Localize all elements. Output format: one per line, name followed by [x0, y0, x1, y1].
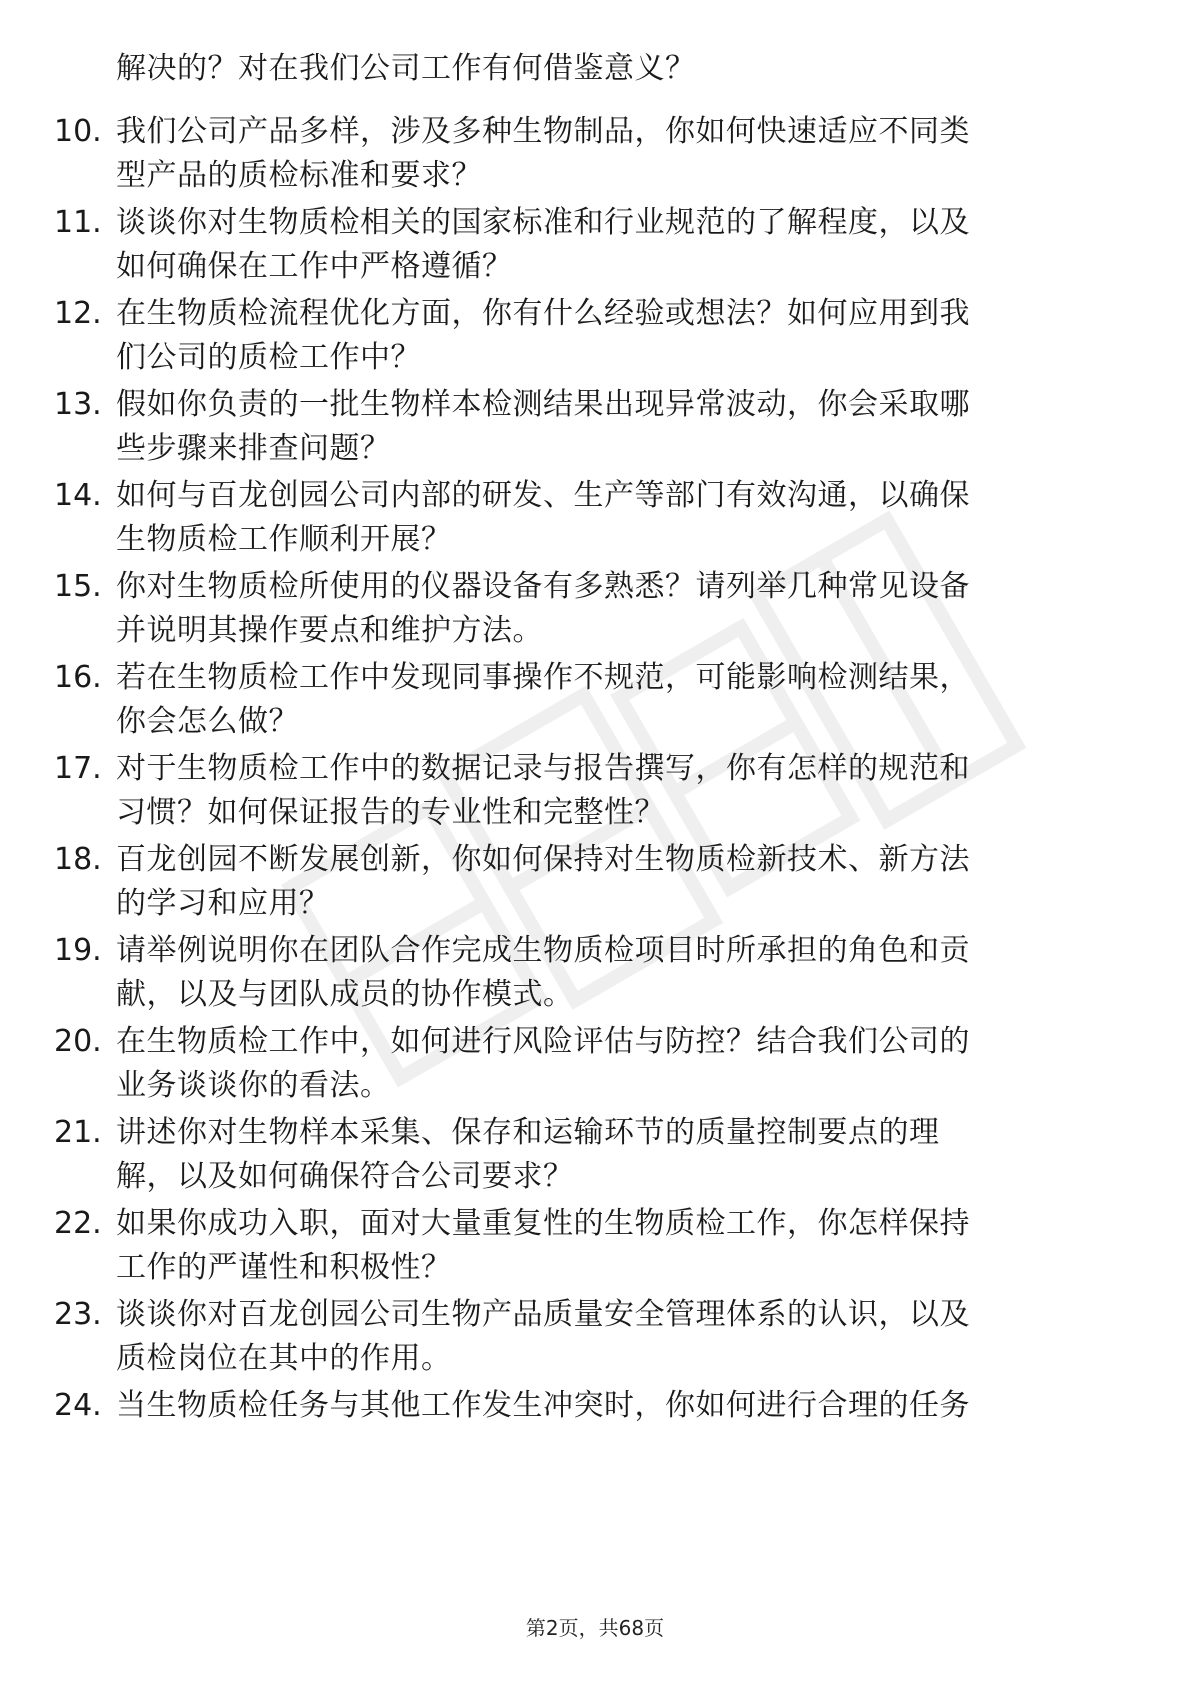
question-text-line: 解，以及如何确保符合公司要求？	[116, 1159, 574, 1194]
question-text-line: 如何确保在工作中严格遵循？	[116, 249, 513, 284]
question-text-line: 工作的严谨性和积极性？	[116, 1250, 452, 1285]
question-text-line: 谈谈你对百龙创园公司生物产品质量安全管理体系的认识，以及	[116, 1297, 970, 1332]
question-text-line: 如果你成功入职，面对大量重复性的生物质检工作，你怎样保持	[116, 1206, 970, 1241]
question-text-line: 对于生物质检工作中的数据记录与报告撰写，你有怎样的规范和	[116, 751, 970, 786]
question-number: 19.	[54, 933, 102, 968]
question-text-line: 型产品的质检标准和要求？	[116, 158, 482, 193]
question-text-line: 在生物质检流程优化方面，你有什么经验或想法？如何应用到我	[116, 296, 970, 331]
question-text-line: 讲述你对生物样本采集、保存和运输环节的质量控制要点的理	[116, 1115, 940, 1150]
question-text-line: 献，以及与团队成员的协作模式。	[116, 977, 574, 1012]
question-text-line: 并说明其操作要点和维护方法。	[116, 613, 543, 648]
question-text-line: 质检岗位在其中的作用。	[116, 1341, 452, 1376]
question-text-line: 生物质检工作顺利开展？	[116, 522, 452, 557]
question-number: 18.	[54, 842, 102, 877]
question-text-line: 假如你负责的一批生物样本检测结果出现异常波动，你会采取哪	[116, 387, 970, 422]
question-text-line: 们公司的质检工作中？	[116, 340, 421, 375]
question-text-line: 谈谈你对生物质检相关的国家标准和行业规范的了解程度，以及	[116, 205, 970, 240]
question-text-line: 在生物质检工作中，如何进行风险评估与防控？结合我们公司的	[116, 1024, 970, 1059]
question-number: 16.	[54, 660, 102, 695]
question-text-line: 请举例说明你在团队合作完成生物质检项目时所承担的角色和贡	[116, 933, 970, 968]
question-number: 10.	[54, 114, 102, 149]
question-text-line: 习惯？如何保证报告的专业性和完整性？	[116, 795, 665, 830]
question-number: 22.	[54, 1206, 102, 1241]
question-number: 14.	[54, 478, 102, 513]
question-number: 13.	[54, 387, 102, 422]
question-text-line: 业务谈谈你的看法。	[116, 1068, 391, 1103]
question-text-line: 当生物质检任务与其他工作发生冲突时，你如何进行合理的任务	[116, 1388, 970, 1423]
question-number: 20.	[54, 1024, 102, 1059]
question-number: 21.	[54, 1115, 102, 1150]
question-number: 11.	[54, 205, 102, 240]
question-number: 15.	[54, 569, 102, 604]
question-text-line: 些步骤来排查问题？	[116, 431, 391, 466]
question-text-line: 你会怎么做？	[116, 704, 299, 739]
question-text-line: 我们公司产品多样，涉及多种生物制品，你如何快速适应不同类	[116, 114, 970, 149]
question-text-line: 你对生物质检所使用的仪器设备有多熟悉？请列举几种常见设备	[116, 569, 970, 604]
question-number: 17.	[54, 751, 102, 786]
continuation-text: 解决的？对在我们公司工作有何借鉴意义？	[116, 51, 696, 86]
question-number: 23.	[54, 1297, 102, 1332]
question-text-line: 如何与百龙创园公司内部的研发、生产等部门有效沟通，以确保	[116, 478, 970, 513]
question-text-line: 的学习和应用？	[116, 886, 330, 921]
question-text-line: 百龙创园不断发展创新，你如何保持对生物质检新技术、新方法	[116, 842, 970, 877]
page-footer: 第2页，共68页	[525, 1616, 665, 1640]
question-number: 12.	[54, 296, 102, 331]
question-number: 24.	[54, 1388, 102, 1423]
question-text-line: 若在生物质检工作中发现同事操作不规范，可能影响检测结果，	[116, 660, 970, 695]
